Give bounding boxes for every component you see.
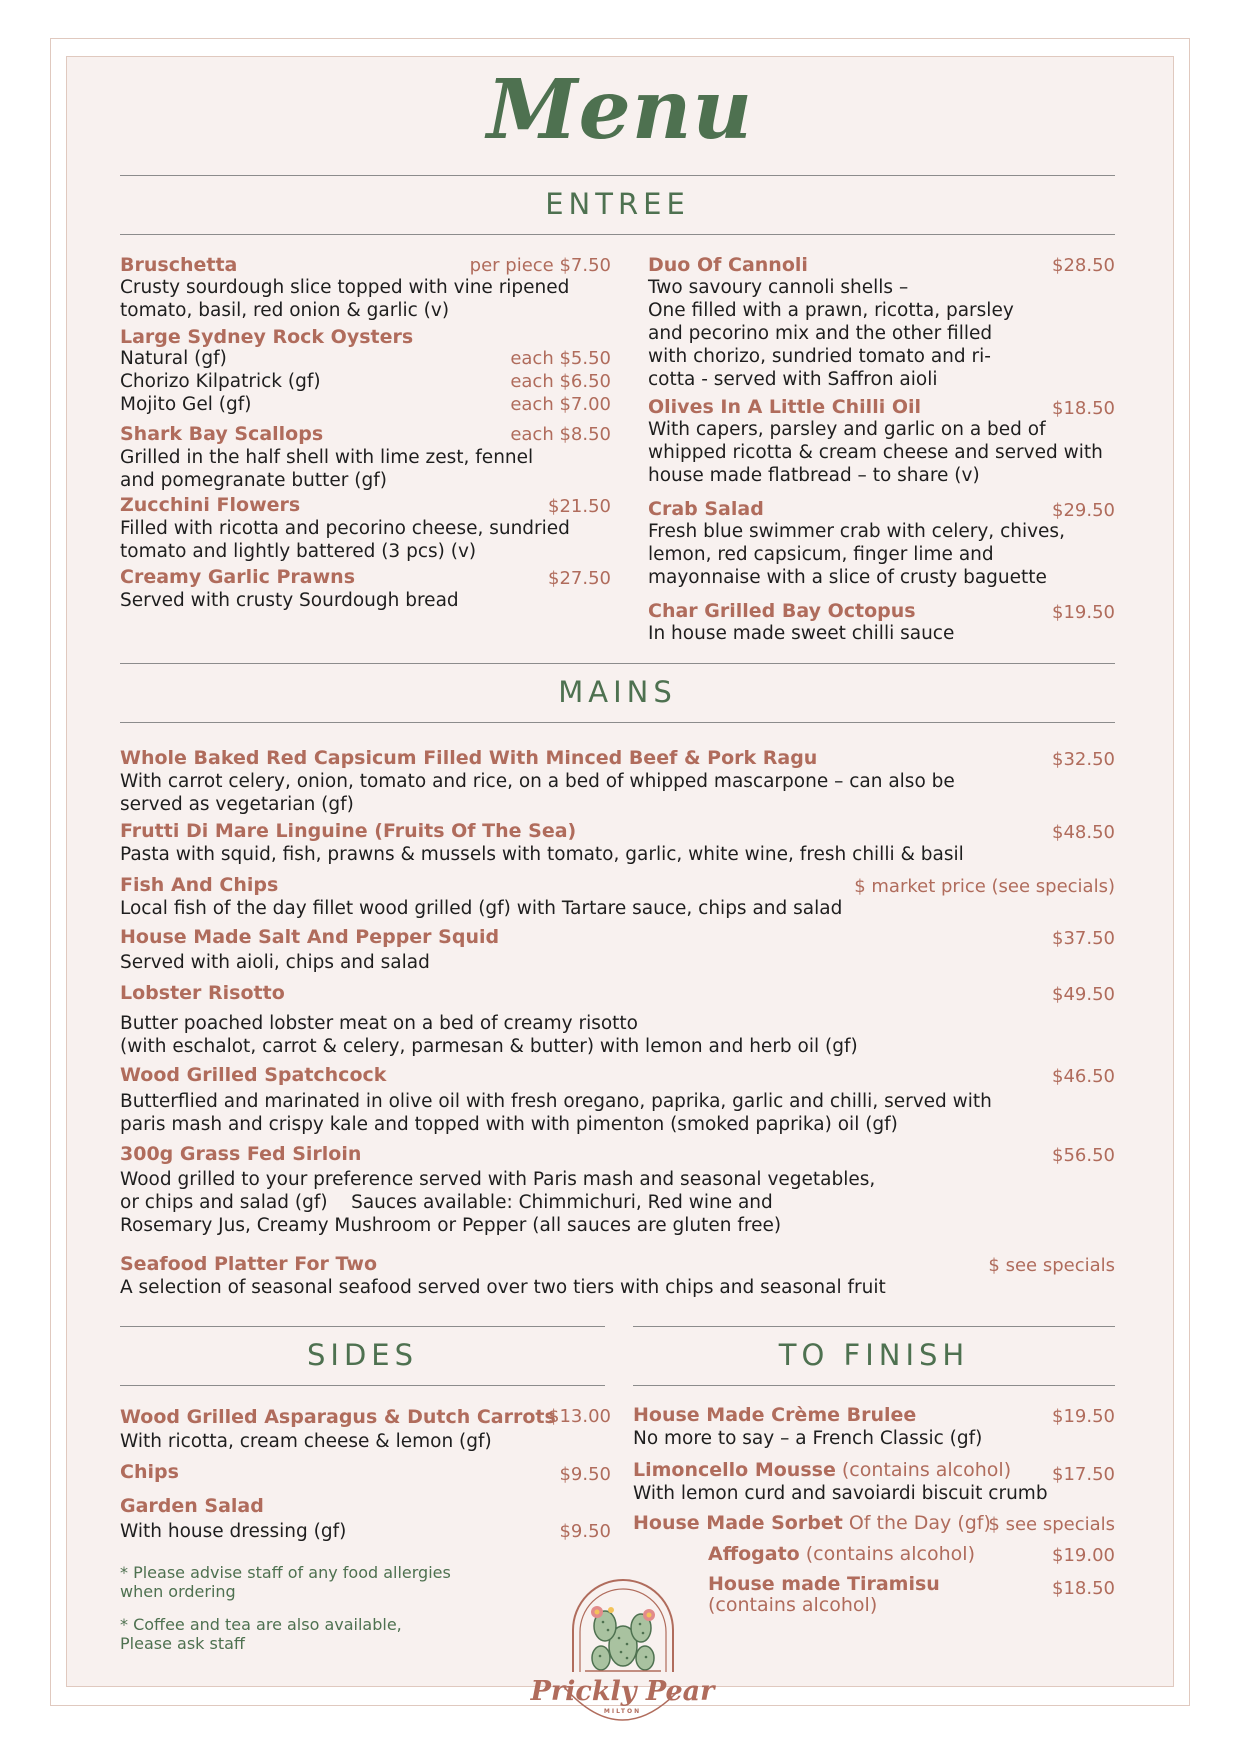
section-heading-entree: ENTREE [545, 187, 690, 221]
item-description: Local fish of the day fillet wood grilled (gf) with Tartare sauce, chips and salad [120, 898, 843, 919]
item-price: each $8.50 [510, 424, 611, 445]
item-description: Served with crusty Sourdough bread [120, 590, 459, 611]
item-name: Seafood Platter For Two [120, 1253, 378, 1275]
allergy-note: * Please advise staff of any food allergies when ordering [120, 1563, 451, 1601]
item-price: $19.50 [1052, 602, 1115, 623]
item-description: No more to say – a French Classic (gf) [633, 1428, 983, 1449]
divider [120, 1326, 605, 1327]
logo-location: MILTON [603, 1708, 642, 1715]
section-heading-to-finish: TO FINISH [778, 1338, 970, 1372]
item-price: $19.00 [1052, 1545, 1115, 1566]
item-description: Fresh blue swimmer crab with celery, chives, lemon, red capsicum, finger lime and mayonnaise with a slice of crusty baguette [648, 521, 1065, 588]
item-price: $37.50 [1052, 928, 1115, 949]
divider [120, 1385, 605, 1386]
item-price: each $6.50 [510, 371, 611, 392]
item-name: 300g Grass Fed Sirloin [120, 1143, 362, 1165]
item-name: Large Sydney Rock Oysters [120, 326, 414, 348]
item-description: Butter poached lobster meat on a bed of creamy risotto (with eschalot, carrot & celery, parmesan & butter) with lemon and herb oil (gf) [120, 1013, 858, 1057]
item-description: Two savoury cannoli shells – One filled with a prawn, ricotta, parsley and pecorino mix and the other filled with chorizo, sundried tomato and ri- cotta - served with Saffron aioli [648, 277, 1014, 390]
item-price: $19.50 [1052, 1406, 1115, 1427]
item-description: In house made sweet chilli sauce [648, 623, 955, 644]
item-option: Mojito Gel (gf) [120, 394, 252, 415]
item-name: Frutti Di Mare Linguine (Fruits Of The Sea) [120, 820, 577, 842]
coffee-note: * Coffee and tea are also available, Please ask staff [120, 1615, 402, 1653]
menu-title: Menu [486, 62, 754, 158]
item-name: Bruschetta [120, 254, 238, 276]
item-note: (contains alcohol) [708, 1594, 878, 1616]
item-name: Chips [120, 1461, 179, 1483]
item-name: House Made Salt And Pepper Squid [120, 926, 500, 948]
item-price: $21.50 [548, 496, 611, 517]
item-description: Served with aioli, chips and salad [120, 952, 430, 973]
item-price: $28.50 [1052, 255, 1115, 276]
item-option: Chorizo Kilpatrick (gf) [120, 371, 321, 392]
item-price: $ see specials [988, 1514, 1115, 1535]
item-price: $32.50 [1052, 749, 1115, 770]
item-name: Limoncello Mousse (contains alcohol) [633, 1459, 1012, 1481]
item-price: $17.50 [1052, 1464, 1115, 1485]
item-description: With house dressing (gf) [120, 1521, 347, 1542]
item-description: Wood grilled to your preference served with Paris mash and seasonal vegetables, or chips and salad (gf) Sauces available: Chimmichuri, Red wine and Rosemary Jus, Creamy Mushroom or Pepper (all sauces are gluten free) [120, 1169, 876, 1236]
item-name: House Made Crème Brulee [633, 1404, 917, 1426]
item-name: House made Tiramisu [708, 1573, 940, 1595]
divider [120, 234, 1115, 235]
item-name: Duo Of Cannoli [648, 254, 808, 276]
item-price: each $7.00 [510, 394, 611, 415]
item-price: $ see specials [988, 1255, 1115, 1276]
item-price: $ market price (see specials) [854, 876, 1115, 897]
item-name: Crab Salad [648, 498, 764, 520]
item-name: Shark Bay Scallops [120, 423, 324, 445]
item-price: $18.50 [1052, 398, 1115, 419]
item-name: House Made Sorbet Of the Day (gf) [633, 1512, 991, 1534]
divider [120, 663, 1115, 664]
item-description: With lemon curd and savoiardi biscuit crumb [633, 1483, 1048, 1504]
item-description: Crusty sourdough slice topped with vine ripened tomato, basil, red onion & garlic (v) [120, 277, 570, 321]
item-name: Lobster Risotto [120, 982, 285, 1004]
item-name: Fish And Chips [120, 874, 279, 896]
item-description: A selection of seasonal seafood served over two tiers with chips and seasonal fruit [120, 1277, 886, 1298]
item-description: Pasta with squid, fish, prawns & mussels with tomato, garlic, white wine, fresh chilli & basil [120, 844, 964, 865]
cactus-icon [515, 1578, 730, 1750]
item-price: $29.50 [1052, 500, 1115, 521]
logo-wordmark: Prickly Pear [530, 1676, 715, 1707]
item-price: $18.50 [1052, 1578, 1115, 1599]
item-name: Zucchini Flowers [120, 494, 301, 516]
item-price: $49.50 [1052, 984, 1115, 1005]
item-option: Natural (gf) [120, 348, 227, 369]
item-price: $27.50 [548, 568, 611, 589]
item-price: each $5.50 [510, 348, 611, 369]
item-name: Whole Baked Red Capsicum Filled With Minced Beef & Pork Ragu [120, 747, 818, 769]
item-description: Butterflied and marinated in olive oil with fresh oregano, paprika, garlic and chilli, served with paris mash and crispy kale and topped with with pimenton (smoked paprika) oil (gf) [120, 1091, 992, 1135]
item-description: With ricotta, cream cheese & lemon (gf) [120, 1431, 492, 1452]
section-heading-sides: SIDES [306, 1338, 419, 1372]
item-name: Garden Salad [120, 1495, 264, 1517]
item-description: Grilled in the half shell with lime zest, fennel and pomegranate butter (gf) [120, 447, 534, 491]
item-price: $9.50 [559, 1521, 611, 1542]
divider [120, 722, 1115, 723]
divider [633, 1326, 1115, 1327]
item-name: Olives In A Little Chilli Oil [648, 396, 922, 418]
divider [633, 1385, 1115, 1386]
item-description: Filled with ricotta and pecorino cheese, sundried tomato and lightly battered (3 pcs) (v) [120, 518, 570, 562]
item-name: Char Grilled Bay Octopus [648, 600, 916, 622]
item-name: Creamy Garlic Prawns [120, 566, 356, 588]
item-price: $56.50 [1052, 1145, 1115, 1166]
item-description: With capers, parsley and garlic on a bed of whipped ricotta & cream cheese and served with house made flatbread – to share (v) [648, 419, 1103, 486]
item-price: $46.50 [1052, 1066, 1115, 1087]
divider [120, 175, 1115, 176]
item-price: per piece $7.50 [469, 255, 611, 276]
item-description: With carrot celery, onion, tomato and rice, on a bed of whipped mascarpone – can also be served as vegetarian (gf) [120, 771, 955, 815]
prickly-pear-logo [515, 1578, 730, 1750]
item-price: $13.00 [548, 1406, 611, 1427]
section-heading-mains: MAINS [558, 675, 677, 709]
item-name: Affogato (contains alcohol) [708, 1543, 975, 1565]
item-name: Wood Grilled Asparagus & Dutch Carrots [120, 1406, 556, 1428]
item-price: $48.50 [1052, 822, 1115, 843]
item-price: $9.50 [559, 1464, 611, 1485]
item-name: Wood Grilled Spatchcock [120, 1064, 387, 1086]
